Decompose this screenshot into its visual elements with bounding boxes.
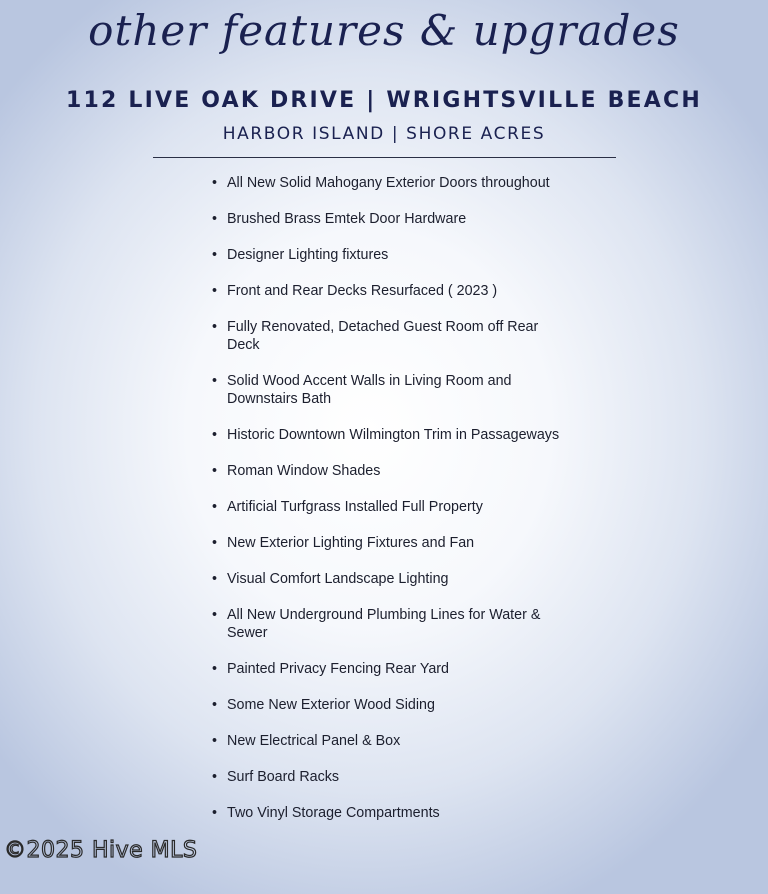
feature-text: Front and Rear Decks Resurfaced ( 2023 ) [227,283,498,299]
feature-text: Fully Renovated, Detached Guest Room off Rear Deck [227,319,539,353]
feature-item [211,282,561,300]
feature-text: New Electrical Panel & Box [227,733,401,749]
bullet-icon: • [212,427,218,443]
bullet-icon: • [212,175,218,191]
bullet-icon: • [212,697,218,713]
feature-text: Historic Downtown Wilmington Trim in Passageways [227,427,560,443]
feature-item [211,426,561,444]
property-subaddress: HARBOR ISLAND | SHORE ACRES [222,124,546,144]
bullet-icon: • [212,319,218,335]
bullet-icon: • [212,769,218,785]
feature-item [211,660,561,678]
feature-text: Designer Lighting fixtures [227,247,389,263]
feature-text: Solid Wood Accent Walls in Living Room and Downstairs Bath [227,373,512,407]
bullet-icon: • [212,571,218,587]
feature-text: Roman Window Shades [227,463,381,479]
feature-item [211,462,561,480]
bullet-icon: • [212,607,218,623]
feature-text: Artificial Turfgrass Installed Full Property [227,499,483,515]
feature-item [211,174,561,192]
feature-item [211,804,561,822]
bullet-icon: • [212,661,218,677]
feature-text: Brushed Brass Emtek Door Hardware [227,211,467,227]
script-title: other features & upgrades [88,6,680,55]
feature-item [211,246,561,264]
feature-item [211,732,561,750]
feature-item [211,534,561,552]
bullet-icon: • [212,283,218,299]
bullet-icon: • [212,211,218,227]
divider [153,157,616,158]
feature-item [211,372,561,408]
bullet-icon: • [212,499,218,515]
feature-item [211,318,561,354]
feature-text: Visual Comfort Landscape Lighting [227,571,449,587]
feature-text: All New Underground Plumbing Lines for Water & Sewer [227,607,541,641]
bullet-icon: • [212,535,218,551]
feature-text: New Exterior Lighting Fixtures and Fan [227,535,475,551]
feature-text: Painted Privacy Fencing Rear Yard [227,661,449,677]
bullet-icon: • [212,805,218,821]
feature-text: Surf Board Racks [227,769,340,785]
bullet-icon: • [212,733,218,749]
feature-item [211,570,561,588]
feature-item [211,498,561,516]
feature-item [211,696,561,714]
feature-text: All New Solid Mahogany Exterior Doors throughout [227,175,550,191]
feature-text: Some New Exterior Wood Siding [227,697,435,713]
property-address: 112 LIVE OAK DRIVE | WRIGHTSVILLE BEACH [66,88,702,113]
bullet-icon: • [212,463,218,479]
bullet-icon: • [212,247,218,263]
feature-item [211,768,561,786]
feature-text: Two Vinyl Storage Compartments [227,805,440,821]
features-list [211,174,561,840]
copyright-watermark: ©2025 Hive MLS [4,838,198,863]
feature-item [211,210,561,228]
feature-item [211,606,561,642]
bullet-icon: • [212,373,218,389]
